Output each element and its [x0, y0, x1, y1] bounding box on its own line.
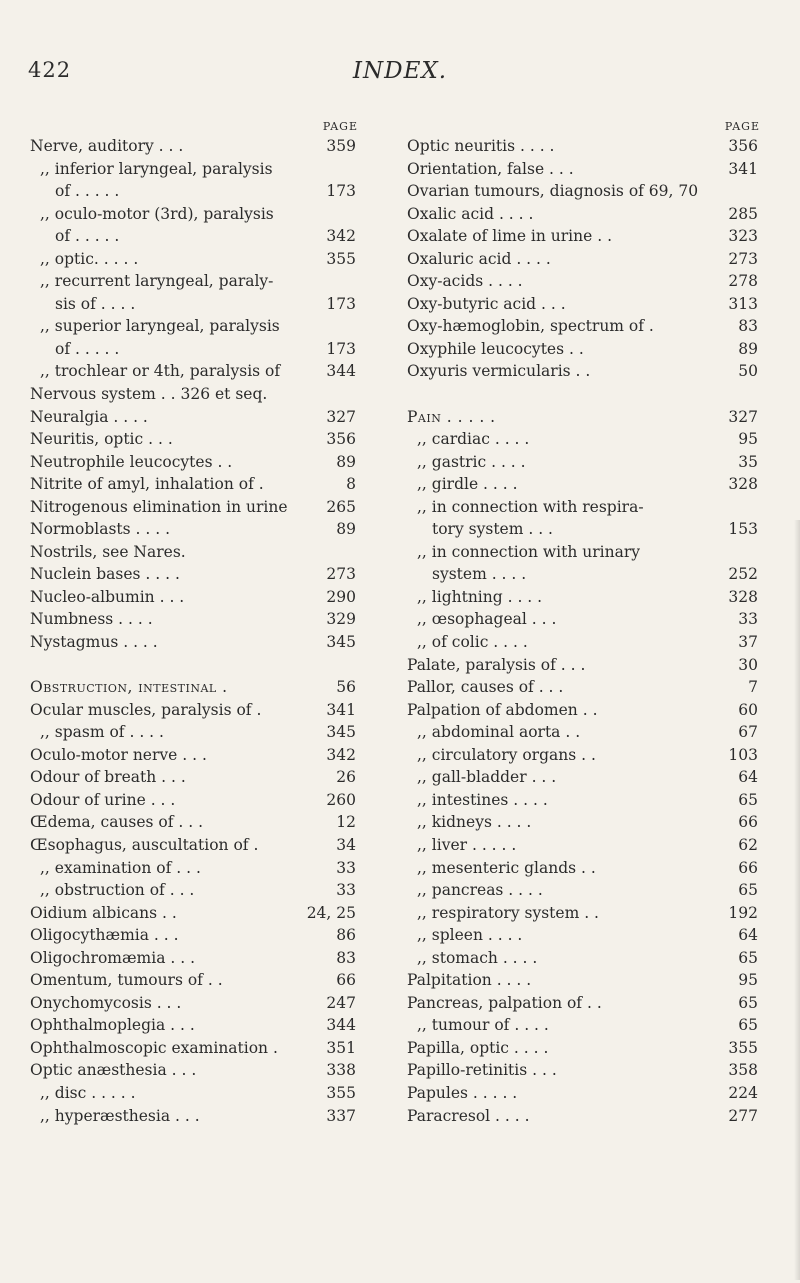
index-page-ref: 66 — [738, 813, 758, 832]
index-term: ,, intestines . . . . — [417, 790, 548, 809]
index-entry — [407, 766, 762, 789]
index-page-ref: 355 — [326, 1083, 356, 1102]
index-entry — [30, 338, 360, 361]
index-entry — [407, 811, 762, 834]
index-term: ,, abdominal aorta . . — [417, 723, 581, 742]
index-term: Oidium albicans . . — [30, 903, 177, 922]
index-term: ,, recurrent laryngeal, paraly- — [40, 272, 274, 291]
index-term: ,, oculo-motor (3rd), paralysis — [40, 204, 274, 223]
index-entry — [30, 721, 360, 744]
index-page-ref: 50 — [738, 362, 758, 381]
index-term: Nystagmus . . . . — [30, 633, 158, 652]
index-entry — [407, 270, 762, 293]
index-entry — [30, 1014, 360, 1037]
index-page-ref: 358 — [728, 1061, 758, 1080]
index-page-ref: 278 — [728, 272, 758, 291]
index-entry — [30, 360, 360, 383]
index-page-ref: 33 — [336, 858, 356, 877]
index-term: of . . . . . — [55, 182, 120, 201]
index-page-ref: 33 — [738, 610, 758, 629]
index-term: Odour of urine . . . — [30, 790, 176, 809]
index-entry — [30, 879, 360, 902]
index-entry — [407, 834, 762, 857]
index-page-ref: 65 — [738, 1016, 758, 1035]
index-term: Ophthalmoscopic examination . — [30, 1038, 278, 1057]
index-page-ref: 273 — [326, 565, 356, 584]
index-entry — [30, 518, 360, 541]
index-entry — [407, 902, 762, 925]
index-term: Oxalate of lime in urine . . — [407, 227, 613, 246]
index-page-ref: 83 — [738, 317, 758, 336]
index-page-ref: 344 — [326, 362, 356, 381]
index-page-ref: 265 — [326, 497, 356, 516]
index-entry — [407, 654, 762, 677]
index-term: Optic anæsthesia . . . — [30, 1061, 197, 1080]
index-term: Nitrite of amyl, inhalation of . — [30, 475, 264, 494]
index-entry — [30, 248, 360, 271]
index-entry — [407, 857, 762, 880]
index-entry — [407, 496, 762, 519]
index-entry — [407, 406, 762, 429]
index-entry — [30, 1037, 360, 1060]
index-page-ref: 65 — [738, 993, 758, 1012]
index-entry — [30, 451, 360, 474]
index-entry — [407, 879, 762, 902]
index-entry — [30, 969, 360, 992]
index-page-ref: 95 — [738, 430, 758, 449]
index-term: Neuritis, optic . . . — [30, 430, 173, 449]
index-page-ref: 24, 25 — [306, 903, 356, 922]
index-entry — [407, 676, 762, 699]
index-term: Nitrogenous elimination in urine — [30, 497, 288, 516]
index-page-ref: 173 — [326, 294, 356, 313]
running-title: INDEX. — [352, 58, 448, 84]
index-term: ,, spasm of . . . . — [40, 723, 164, 742]
index-page-ref: 67 — [738, 723, 758, 742]
index-page-ref: 37 — [738, 633, 758, 652]
index-page-ref: 30 — [738, 655, 758, 674]
index-entry — [407, 947, 762, 970]
index-entry — [30, 383, 360, 406]
index-entry — [30, 293, 360, 316]
index-term: Oxy-acids . . . . — [407, 272, 523, 291]
index-entry — [30, 406, 360, 429]
index-page-ref: 65 — [738, 881, 758, 900]
index-page-ref: 12 — [336, 813, 356, 832]
index-page-ref: 192 — [728, 903, 758, 922]
index-page-ref: 345 — [326, 723, 356, 742]
index-term: Normoblasts . . . . — [30, 520, 171, 539]
index-entry — [407, 360, 762, 383]
index-term: ,, stomach . . . . — [417, 948, 538, 967]
index-page-ref: 33 — [336, 881, 356, 900]
column-page-label: PAGE — [724, 120, 760, 133]
index-entry — [30, 1082, 360, 1105]
index-entry — [407, 158, 762, 181]
index-entry — [30, 496, 360, 519]
index-entry — [407, 1014, 762, 1037]
index-term: Oxy-butyric acid . . . — [407, 294, 566, 313]
index-term: ,, in connection with respira- — [417, 497, 644, 516]
index-term: Neuralgia . . . . — [30, 407, 148, 426]
index-term: Nerve, auditory . . . — [30, 137, 184, 155]
index-term: Oxalic acid . . . . — [407, 204, 534, 223]
index-term: Oculo-motor nerve . . . — [30, 745, 207, 764]
index-term: ,, inferior laryngeal, paralysis — [40, 159, 273, 178]
index-entry — [30, 654, 360, 677]
index-term: ,, in connection with urinary — [417, 542, 641, 561]
index-page-ref: 173 — [326, 182, 356, 201]
index-term: ,, mesenteric glands . . — [417, 858, 596, 877]
index-term: ,, of colic . . . . — [417, 633, 528, 652]
index-entry — [30, 158, 360, 181]
index-entry — [407, 969, 762, 992]
index-term: ,, gall-bladder . . . — [417, 768, 557, 787]
index-term: ,, spleen . . . . — [417, 926, 523, 945]
index-entry — [30, 699, 360, 722]
index-term: Papillo-retinitis . . . — [407, 1061, 557, 1080]
index-entry — [30, 676, 360, 699]
index-entry — [407, 563, 762, 586]
index-entry — [30, 631, 360, 654]
index-term: ,, examination of . . . — [40, 858, 201, 877]
index-term: sis of . . . . — [55, 294, 136, 313]
index-term: ,, girdle . . . . — [417, 475, 518, 494]
index-term: tory system . . . — [432, 520, 553, 539]
index-entry — [407, 541, 762, 564]
index-entry — [407, 631, 762, 654]
index-page-ref: 8 — [346, 475, 356, 494]
index-term: Nervous system . . 326 et seq. — [30, 385, 268, 404]
index-term: ,, disc . . . . . — [40, 1083, 136, 1102]
index-term: ,, gastric . . . . — [417, 452, 526, 471]
index-page-ref: 95 — [738, 971, 758, 990]
index-page-ref: 260 — [326, 790, 356, 809]
index-page-ref: 344 — [326, 1016, 356, 1035]
index-term: ,, circulatory organs . . — [417, 745, 596, 764]
index-term: Neutrophile leucocytes . . — [30, 452, 233, 471]
index-entry — [407, 225, 762, 248]
index-page-ref: 56 — [336, 678, 356, 697]
index-page-ref: 290 — [326, 587, 356, 606]
index-page-ref: 338 — [326, 1061, 356, 1080]
index-page-ref: 103 — [728, 745, 758, 764]
index-entry — [30, 473, 360, 496]
index-term: ,, pancreas . . . . — [417, 881, 543, 900]
index-term: Oxyuris vermicularis . . — [407, 362, 591, 381]
index-page-ref: 252 — [728, 565, 758, 584]
index-term: Ovarian tumours, diagnosis of 69, 70 — [407, 182, 699, 201]
index-entry — [407, 1037, 762, 1060]
index-term: Ophthalmoplegia . . . — [30, 1016, 195, 1035]
index-term: Papilla, optic . . . . — [407, 1038, 549, 1057]
index-term: Nucleo-albumin . . . — [30, 587, 185, 606]
index-page-ref: 341 — [728, 159, 758, 178]
index-entry — [407, 428, 762, 451]
index-term: Palpation of abdomen . . — [407, 700, 598, 719]
index-term: Nostrils, see Nares. — [30, 542, 186, 561]
index-term: ,, respiratory system . . — [417, 903, 599, 922]
index-term: ,, œsophageal . . . — [417, 610, 557, 629]
column-page-label: PAGE — [322, 120, 358, 133]
index-term: Omentum, tumours of . . — [30, 971, 223, 990]
index-term: Pancreas, palpation of . . — [407, 993, 602, 1012]
page-edge-shadow — [794, 520, 800, 1280]
index-entry — [30, 1059, 360, 1082]
index-page-ref: 86 — [336, 926, 356, 945]
index-entry — [30, 315, 360, 338]
index-entry — [30, 225, 360, 248]
index-page-ref: 356 — [728, 137, 758, 155]
index-entry — [30, 203, 360, 226]
index-page-ref: 60 — [738, 700, 758, 719]
index-term: ,, superior laryngeal, paralysis — [40, 317, 280, 336]
index-page-ref: 89 — [738, 339, 758, 358]
index-page-ref: 34 — [336, 835, 356, 854]
index-entry — [30, 857, 360, 880]
index-page-ref: 341 — [326, 700, 356, 719]
index-page-ref: 313 — [728, 294, 758, 313]
index-page-ref: 35 — [738, 452, 758, 471]
index-term: Palate, paralysis of . . . — [407, 655, 586, 674]
index-entry — [30, 744, 360, 767]
index-page-ref: 65 — [738, 790, 758, 809]
index-term: Pain . . . . . — [407, 407, 496, 426]
index-term: Odour of breath . . . — [30, 768, 186, 787]
index-page-ref: 328 — [728, 587, 758, 606]
index-entry — [30, 902, 360, 925]
index-column-left — [30, 118, 360, 1127]
index-term: ,, obstruction of . . . — [40, 881, 195, 900]
index-page-ref: 62 — [738, 835, 758, 854]
index-term: ,, tumour of . . . . — [417, 1016, 549, 1035]
index-entry — [407, 1105, 762, 1128]
index-term: Œsophagus, auscultation of . — [30, 835, 259, 854]
index-entry — [407, 721, 762, 744]
index-page-ref: 153 — [728, 520, 758, 539]
index-term: ,, hyperæsthesia . . . — [40, 1106, 200, 1125]
index-term: of . . . . . — [55, 339, 120, 358]
index-page-ref: 323 — [728, 227, 758, 246]
index-page-ref: 273 — [728, 249, 758, 268]
index-page-ref: 66 — [738, 858, 758, 877]
index-entry — [407, 924, 762, 947]
index-term: Nuclein bases . . . . — [30, 565, 180, 584]
index-page-ref: 224 — [728, 1083, 758, 1102]
index-term: Papules . . . . . — [407, 1083, 518, 1102]
index-entry — [407, 744, 762, 767]
index-entry — [30, 766, 360, 789]
index-page-ref: 65 — [738, 948, 758, 967]
index-entry — [407, 473, 762, 496]
index-entry — [30, 563, 360, 586]
index-entries-left — [30, 135, 360, 1127]
page-number: 422 — [28, 58, 72, 82]
index-term: ,, cardiac . . . . — [417, 430, 530, 449]
index-entry — [30, 947, 360, 970]
index-page-ref: 345 — [326, 633, 356, 652]
index-term: Oxaluric acid . . . . — [407, 249, 551, 268]
index-term: system . . . . — [432, 565, 527, 584]
index-page-ref: 277 — [728, 1106, 758, 1125]
index-term: ,, optic. . . . . — [40, 249, 139, 268]
index-entry — [30, 541, 360, 564]
index-page-ref: 83 — [336, 948, 356, 967]
index-entry — [407, 203, 762, 226]
index-page-ref: 26 — [336, 768, 356, 787]
index-entry — [30, 135, 360, 158]
index-page-ref: 328 — [728, 475, 758, 494]
index-entry — [30, 1105, 360, 1128]
index-entry — [407, 135, 762, 158]
index-page-ref: 285 — [728, 204, 758, 223]
index-page-ref: 327 — [326, 407, 356, 426]
index-page-ref: 351 — [326, 1038, 356, 1057]
index-page-ref: 355 — [326, 249, 356, 268]
index-term: Palpitation . . . . — [407, 971, 532, 990]
index-entries-right — [407, 135, 762, 1127]
index-term: Paracresol . . . . — [407, 1106, 530, 1125]
index-entry — [30, 608, 360, 631]
index-entry — [30, 811, 360, 834]
index-page-ref: 89 — [336, 452, 356, 471]
index-entry — [30, 586, 360, 609]
index-page-ref: 66 — [336, 971, 356, 990]
index-entry — [407, 518, 762, 541]
index-entry — [407, 248, 762, 271]
index-term: ,, trochlear or 4th, paralysis of — [40, 362, 281, 381]
index-page-ref: 342 — [326, 745, 356, 764]
index-entry — [407, 789, 762, 812]
index-term: ,, liver . . . . . — [417, 835, 517, 854]
index-page-ref: 64 — [738, 768, 758, 787]
index-page-ref: 342 — [326, 227, 356, 246]
index-page-ref: 64 — [738, 926, 758, 945]
index-entry — [30, 180, 360, 203]
index-term: ,, kidneys . . . . — [417, 813, 532, 832]
index-term: Orientation, false . . . — [407, 159, 574, 178]
index-term: Onychomycosis . . . — [30, 993, 182, 1012]
index-page-ref: 329 — [326, 610, 356, 629]
index-term: Oligochromæmia . . . — [30, 948, 196, 967]
index-entry — [407, 293, 762, 316]
index-term: Oxyphile leucocytes . . — [407, 339, 584, 358]
index-entry — [407, 180, 762, 203]
index-page-ref: 337 — [326, 1106, 356, 1125]
index-page-ref: 173 — [326, 339, 356, 358]
index-term: Optic neuritis . . . . — [407, 137, 555, 155]
index-term: Obstruction, intestinal . — [30, 678, 228, 697]
index-page-ref: 7 — [748, 678, 758, 697]
index-entry — [30, 270, 360, 293]
index-page-ref: 356 — [326, 430, 356, 449]
index-page-ref: 355 — [728, 1038, 758, 1057]
index-term: Œdema, causes of . . . — [30, 813, 204, 832]
index-entry — [407, 992, 762, 1015]
index-term: of . . . . . — [55, 227, 120, 246]
index-column-right — [407, 118, 762, 1127]
index-entry — [407, 315, 762, 338]
index-entry — [30, 834, 360, 857]
index-term: Pallor, causes of . . . — [407, 678, 564, 697]
index-term: Numbness . . . . — [30, 610, 153, 629]
index-entry — [30, 789, 360, 812]
index-entry — [407, 1082, 762, 1105]
index-entry — [30, 992, 360, 1015]
index-entry — [30, 428, 360, 451]
index-entry — [407, 1059, 762, 1082]
index-page-ref: 247 — [326, 993, 356, 1012]
index-entry — [407, 338, 762, 361]
index-entry — [407, 586, 762, 609]
index-entry — [30, 924, 360, 947]
index-term: ,, lightning . . . . — [417, 587, 543, 606]
index-term: Ocular muscles, paralysis of . — [30, 700, 262, 719]
index-entry — [407, 699, 762, 722]
index-term: Oligocythæmia . . . — [30, 926, 179, 945]
index-term: Oxy-hæmoglobin, spectrum of . — [407, 317, 654, 336]
index-entry — [407, 451, 762, 474]
index-page-ref: 327 — [728, 407, 758, 426]
index-page-ref: 359 — [326, 137, 356, 155]
index-entry — [407, 608, 762, 631]
index-entry — [407, 383, 762, 406]
index-page-ref: 89 — [336, 520, 356, 539]
page-header — [0, 58, 800, 88]
